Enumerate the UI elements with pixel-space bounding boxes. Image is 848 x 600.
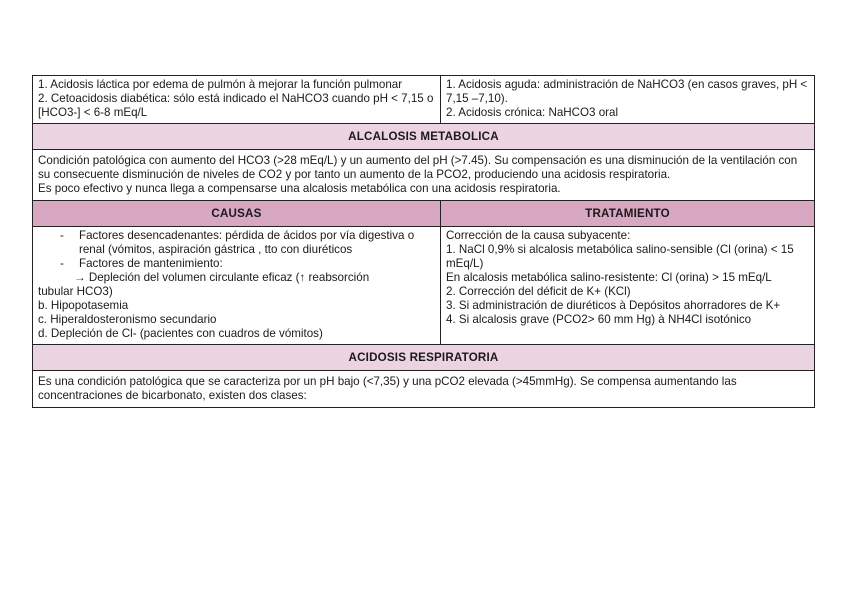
causas-header: CAUSAS [33,201,441,227]
acidosis-administration-cell [441,76,815,124]
acidosis-resp-description-row [33,371,815,408]
causa-arrow-continuation: tubular HCO3) [38,285,113,298]
tratamiento-item: 3. Si administración de diuréticos à Depósitos ahorradores de K+ [446,299,781,312]
tratamiento-cell [441,227,815,345]
causas-tratamiento-header-row [33,201,815,227]
tratamiento-item: 1. NaCl 0,9% si alcalosis metabólica salino-sensible (Cl (orina) < 15 mEq/L) [446,243,794,270]
causa-item: c. Hiperaldosteronismo secundario [38,313,217,326]
tratamiento-header: TRATAMIENTO [441,201,815,227]
description-paragraph: Es poco efectivo y nunca llega a compensarse una alcalosis metabólica con una acidosis respiratoria. [38,182,561,195]
alcalosis-title: ALCALOSIS METABOLICA [33,124,815,150]
administration-item: 2. Acidosis crónica: NaHCO3 oral [446,106,619,119]
causa-arrow-item: → Depleción del volumen circulante eficaz (↑ reabsorción [74,271,370,284]
acidosis-resp-description: Es una condición patológica que se caracteriza por un pH bajo (<7,35) y una pCO2 elevada (>45mmHg). Se compensa aumentando las concentraciones de bicarbonato, existen dos clases: [33,371,815,408]
causa-bullet-text: Factores de mantenimiento: [79,257,223,270]
tratamiento-item: En alcalosis metabólica salino-resistente: Cl (orina) > 15 mEq/L [446,271,772,284]
tratamiento-item: 4. Si alcalosis grave (PCO2> 60 mm Hg) à NH4Cl isotónico [446,313,752,326]
acidosis-resp-title: ACIDOSIS RESPIRATORIA [33,345,815,371]
tratamiento-item: 2. Corrección del déficit de K+ (KCl) [446,285,631,298]
alcalosis-header-row [33,124,815,150]
indication-item: 1. Acidosis láctica por edema de pulmón à mejorar la función pulmonar [38,78,403,91]
causas-cell [33,227,441,345]
acidosis-resp-header-row [33,345,815,371]
causa-bullet: - Factores desencadenantes: pérdida de ácidos por vía digestiva o renal (vómitos, aspiración gástrica , tto con diuréticos [60,229,415,256]
administration-item: 1. Acidosis aguda: administración de NaHCO3 (en casos graves, pH < 7,15 –7,10). [446,78,808,105]
clinical-table [32,75,815,408]
acidosis-treatment-row [33,76,815,124]
causa-bullet: - Factores de mantenimiento: [60,257,223,270]
description-paragraph: Condición patológica con aumento del HCO3 (>28 mEq/L) y un aumento del pH (>7.45). Su compensación es una disminución de la ventilación con su consecuente disminución de niveles de CO2 y por tanto un aumento de la PCO2, produciendo una acidosis respiratoria. [38,154,798,181]
causas-tratamiento-row [33,227,815,345]
causa-item: b. Hipopotasemia [38,299,129,312]
causa-bullet-text: Factores desencadenantes: pérdida de ácidos por vía digestiva o renal (vómitos, aspiración gástrica , tto con diuréticos [79,229,415,256]
indication-item: 2. Cetoacidosis diabética: sólo está indicado el NaHCO3 cuando pH < 7,15 o [HCO3-] < 6-8 mEq/L [38,92,434,119]
causa-item: d. Depleción de Cl- (pacientes con cuadros de vómitos) [38,327,323,340]
alcalosis-description [33,150,815,201]
alcalosis-description-row [33,150,815,201]
acidosis-indications-cell [33,76,441,124]
tratamiento-item: Corrección de la causa subyacente: [446,229,631,242]
